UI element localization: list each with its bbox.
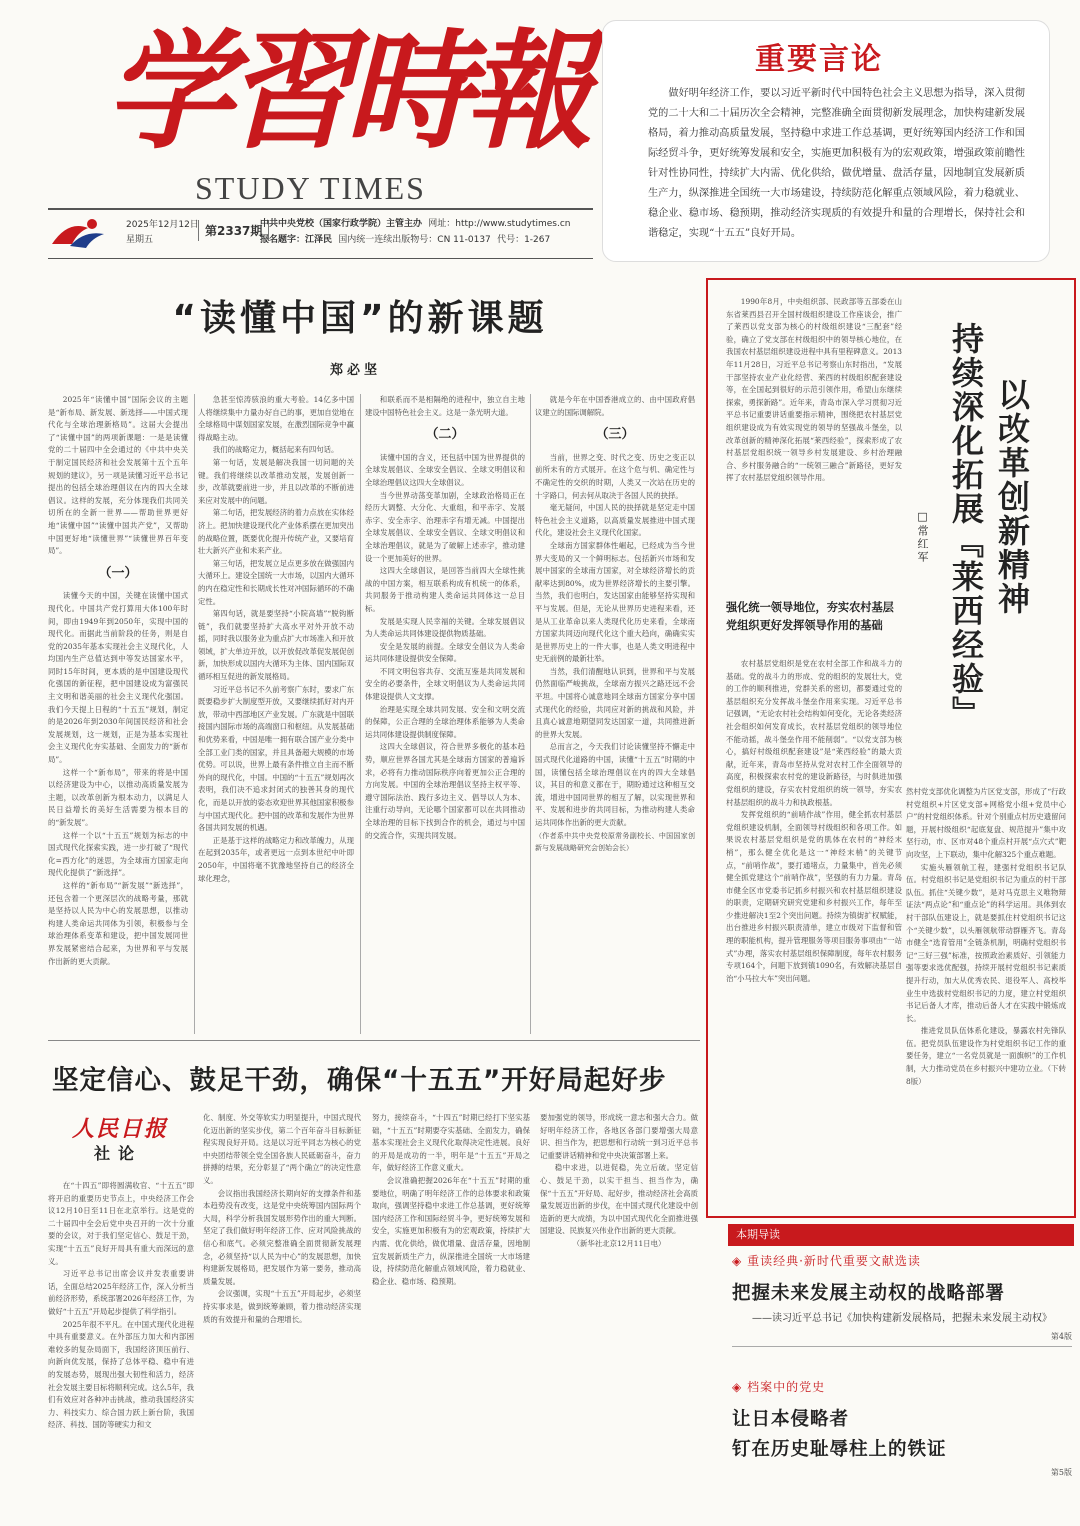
guide-item-title[interactable]: 让日本侵略者 钉在历史耻辱柱上的铁证: [732, 1409, 947, 1460]
guide-item[interactable]: [732, 1378, 1072, 1478]
diamond-icon: ◈: [732, 1380, 743, 1394]
guide-item-title[interactable]: 把握未来发展主动权的战略部署: [732, 1283, 1006, 1304]
masthead-logo: 学習時報: [105, 17, 586, 167]
section-heading: （二）: [425, 427, 465, 443]
feature-column-1: 农村基层党组织是党在农村全部工作和战斗力的基础。党的战斗力的形成、党的组织的发展壮大，党的工作的顺利推进，党群关系的密切，都要通过党的基层组织充分发挥战斗堡垒作用来实现。习近平总书记强调，“无论农村社会结构如何变化，无论各类经济社会组织如何发育成长，农村基层党组织的领导地位不能动摇，战斗堡垒作用不能削弱”。“以党支部为核心，搞好村级组织配套建设”是“莱西经验”的最大贡献，近年来，青岛市坚持从党对农村工作全面领导的高度，积极探索农村党的建设新路径，与时俱进加强党组织的建设，存实农村党组织的统一领导，夯实农村基层组织的战斗力和执政根基。 发挥党组织的“前哨作战”作用，健全抓农村基层党组织建设机制，全面领导村级组织和各项工作。如果说农村基层党组织是党的肌体在农村的“神经末梢”，那么健全优化是这一“神经末梢”的关键节点，“前哨作战”，要打通堵点，力量集中，首先必须健全抓党建这个“前哨作战”，坚强的有力力量。青岛市健全区市党委书记抓乡村振兴和农村基层组织建设的职责，定期研究研究党建和乡村振兴工作，每年至少推进解决1至2个突出问题。持续为镇街扩权赋能，出台推进乡村振兴职责清单，建立市级对下监督和管理的职能机构，提升管理服务等项目服务事项由“一站式”办理，落实农村基层组织保障制度，每年农村服务专项164个，问题下放到镇1090名，有效解决基层自治“小马拉大车”突出问题。: [726, 659, 902, 983]
newspaper-emblem-icon: [48, 214, 108, 252]
guide-item-subtitle: ——读习近平总书记《加快构建新发展格局，把握未来发展主动权》: [752, 1313, 1052, 1324]
lead-article-column-4: 就是今年在中国香港成立的、由中国政府倡议建立的国际调解院。 （三） 当前，世界之变、时代之变、历史之变正以前所未有的方式展开。在这个危与机、确定性与不确定性的交织的时期，人类又一次站在历史的十字路口，何去何从取决于各国人民的抉择。 毫无疑问，中国人民的抉择就是坚定走中国特色社会主义道路，以高质量发展推进中国式现代化，建设社会主义现代化国家。 全球南方国家群体性崛起，已经成为当今世界大变局的又一个鲜明标志。包括新兴市场和发展中国家的全球南方国家，对全球经济增长的贡献率达到80%，成为世界经济增长的主要引擎。当然，我们也明白，发达国家由能够坚持实现和平与发展。但是，无论从世界历史进程来看，还是从工业革命以来人类现代化历史来看，全球南方国家共同迈向现代化这个重大趋向，确确实实是世界历史上的一件大事，也是人类文明进程中史无前例的最新壮举。 当然，我们清醒地认识到，世界和平与发展仍然面临严峻挑战，全球南方振兴之路还远不会平坦。中国将心诚意地同全球南方国家分享中国式现代化的经验，共同应对新的挑战和风险，并且真心诚意地期望同发达国家一道，共同推进新的世界大发展。 总而言之，今天我们讨论读懂坚持不懈走中国式现代化道路的中国，读懂“十五五”时期的中国，读懂包括全球治理倡议在内的四大全球倡议，其目的和意义都在于，期盼通过这种相互交流，增进中国同世界的相互了解，以实现世界和平、发展和进步的共同目标，为推动构建人类命运共同体作出新的更大贡献。 （作者系中共中央党校原常务副校长、中国国家创新与发展战略研究会创始会长）: [535, 395, 695, 853]
issue-number: 第2337期: [198, 220, 269, 241]
guide-item-page: 第4版: [1050, 1332, 1072, 1341]
issue-guide-header: 本期导读: [728, 1224, 1074, 1246]
lead-article-column-2: 急甚至惊涛骇浪的重大考验。14亿多中国人将继续集中力量办好自己的事，更加自觉地在全球格局中谋划国家发展，在激烈国际竞争中赢得战略主动。 我们的战略定力，概括起来有四句话。 第一句话，发展是解决我国一切问题的关键。我们将继续以改革推动发展，发展创新一步，改革就要前进一步，并且以改革的不断前进来应对发展中的问题。 第二句话，把发展经济的着力点放在实体经济上。把加快建设现代化产业体系摆在更加突出的战略位置，既要优化提升传统产业，又要培育壮大新兴产业和未来产业。 第三句话，把发展立足点更多放在做强国内大循环上。建设全国统一大市场，以国内大循环的内在稳定性和长期成长性对冲国际循环的不确定性。 第四句话，就是要坚持“小院高墙”“脱钩断链”，我们就要坚持扩大高水平对外开放不动摇，同时我以服务业为重点扩大市场准入和开放领域，扩大单边开放，以开放促改革促发展促创新，加快形成以国内大循环为主体、国内国际双循环相互促进的新发展格局。 习近平总书记不久前考察广东时，要求广东既要稳步扩大制度型开放，又要继续抓好对内开放，带动中西部地区产业发展。广东就是中国联接国内国际市场的高端窗口和枢纽。从发展基础和优势来看，中国是唯一拥有联合国产业分类中全部工业门类的国家，并且具备超大规模的市场优势。可以说，世界上最有条件推立自主而不断外向的现代化，中国。中国的“十五五”规划再次表明，我们决不追求封闭式的独善其身的现代化，而是以开放的姿态欢迎世界其他国家积极参与中国式现代化。把中国的改革和发展作为世界各国共同发展的机遇。 正是基于这样的战略定力和改革魄力，从现在起到2035年，或者更远一点到本世纪中叶即2050年，中国将毫不犹豫地坚持自己的经济全球化理念，: [198, 395, 354, 883]
issue-info-bar: [48, 208, 593, 259]
feature-subheading: 强化统一领导地位，夯实农村基层党组织更好发挥领导作用的基础: [726, 600, 894, 632]
section-divider: [48, 1040, 700, 1041]
editorial-title: 坚定信心、鼓足干劲，确保“十五五”开好局起好步: [52, 1065, 667, 1096]
guide-item-page: 第5版: [1050, 1468, 1072, 1477]
section-heading: （三）: [595, 427, 635, 443]
editorial-column-1: 在“十四五”即将圆满收官、“十五五”即将开启的重要历史节点上，中央经济工作会议12月10日至11日在北京举行。这是党的二十届四中全会后党中央召开的一次十分重要的会议，对于我们坚定信心、鼓足干劲，实现“十五五”良好开局具有重大而深远的意义。 习近平总书记出席会议并发表重要讲话，全面总结2025年经济工作，深入分析当前经济形势，系统部署2026年经济工作，为做好“十五五”开局起步提供了科学指引。 2025年很不平凡。在中国式现代化进程中具有重要意义。在外部压力加大和内部困难较多的复杂局面下，我国经济顶压前行、向新向优发展，保持了总体平稳、稳中有进的发展态势，展现出强大韧性和活力，经济社会发展主要目标将顺利完成。这么5年，我们有效应对各种冲击挑战，推动我国经济实力、科技实力、综合国力跃上新台阶，我国经济、科技、国防等硬实力和文: [48, 1181, 194, 1430]
important-speech-heading: 重要言论: [755, 42, 883, 77]
lead-article-column-1: 2025年“读懂中国”国际会议的主题是“新布局、新发展、新选择——中国式现代化与全球治理新格局”。这届大会提出了“读懂中国”的两项新课题：一是是读懂党的二十届四中全会通过的《中共中央关于制定国民经济和社会发展第十五个五年规划的建议》，另一项是读懂习近平总书记提出的包括全球治理倡议在内的四大全球倡议。这样的发展，充分体现我们共同关切所在的全新一世界——帮助世界更好地“读懂中国”“读懂中国共产党”，又帮助中国更好地“读懂世界”“读懂世界百年变局”。 （一） 读懂今天的中国，关键在读懂中国式现代化。中国共产党打算用大体100年时间，即由1949年到2050年，实现中国的现代化。而据此当前阶段的任务，则是自党的2035年基本实现社会主义现代化，人均国内生产总值达到中等发达国家水平，同时15年时间，更本质的是中国建设现代化强国的新征程，把中国建设成为富强民主文明和谐美丽的社会主义现代化强国。我们今天提上日程的“十五五”规划，制定的是2026年到2030年间国民经济和社会发展规划，这一规划，正是为基本实现社会主义现代化夯实基础、全面发力的“新布局”。 这样一个“新布局”，带来的将是中国以经济建设为中心，以推动高质量发展为主题，以改革创新为根本动力，以满足人民日益增长的美好生活需要为根本目的的“新发展”。 这样一个以“十五五”规划为标志的中国式现代化探索实践，进一步打破了“现代化=西方化”的迷思，为全球南方国家走向现代化提供了“新选择”。 这样的“新布局”“新发展”“新选择”，还包含着一个更深层次的战略考量，那就是坚持以人民为中心的发展思想，以推动构建人类命运共同体为引领，积极参与全球治理体系变革和建设，把中国发展同世界发展紧密结合起来，为世界和平与发展作出新的更大贡献。: [48, 395, 188, 966]
feature-title-lead: 以改革创新精神: [993, 378, 1031, 616]
feature-column-1-top: 1990年8月，中央组织部、民政部等五部委在山东省莱西县召开全国村级组织建设工作座谈会，推广了莱西以党支部为核心的村级组织建设“三配套”经验，确立了党支部在村级组织中的领导核心地位，在我国农村基层组织建设进程中具有里程碑意义。2013年11月28日，习近平总书记考察山东时指出，“发展干部坚持农业产业化经营、莱西的村级组织配套建设等，在全国起到很好的示范引领作用，希望山东继续探索，勇探新路”。近年来，青岛市深入学习贯彻习近平总书记重要讲话重要指示精神，围绕把农村基层党组织建设成为有效实现党的领导的坚强战斗堡垒，以改革创新的精神深化拓展“莱西经验”，探索形成了农村基层党组织统一领导乡村发展建设、乡村治理融合、乡村服务融合的“一统领三融合”新路径，更好发挥了农村基层党组织领导作用。: [726, 297, 902, 483]
diamond-icon: ◈: [732, 1254, 743, 1268]
important-speech-body: 做好明年经济工作，要以习近平新时代中国特色社会主义思想为指导，深入贯彻党的二十大和二十届历次全会精神，完整准确全面贯彻新发展理念，加快构建新发展格局，着力推动高质量发展，坚持稳中求进工作总基调，更好统筹国内经济工作和国际经贸斗争，更好统筹发展和安全，实施更加积极有为的宏观政策，增强政策前瞻性针对性协同性，持续扩大内需、优化供给，做优增量、盘活存量，因地制宜发展新质生产力，纵深推进全国统一大市场建设，持续防范化解重点领域风险，着力稳就业、稳企业、稳市场、稳预期，推动经济实现质的有效提升和量的合理增长，保持社会和谐稳定，实现“十五五”良好开局。: [648, 88, 1025, 239]
guide-item[interactable]: [732, 1252, 1072, 1347]
publisher-info: 中共中央党校（国家行政学院）主管主办 网址：http://www.studytimes.cn 报名题字：江泽民 国内统一连续出版物号：CN 11-0137 代号：1-267: [260, 219, 571, 245]
editorial-column-2: 化、制度、外交等软实力明显提升，中国式现代化迈出新的坚实步伐，第二个百年奋斗目标新征程实现良好开局。这是以习近平同志为核心的党中央团结带领全党全国各族人民砥砺奋斗，奋力拼搏的结果，充分彰显了“两个确立”的决定性意义。 会议指出我国经济长期向好的支撑条件和基本趋势没有改变，这是党中央统筹国内国际两个大局，科学分析我国发展形势作出的重大判断。坚定了我们做好明年经济工作、应对风险挑战的信心和底气。必须完整准确全面贯彻新发展理念，必须坚持“以人民为中心”的发展思想，加快构建新发展格局，把发展作为第一要务，推动高质量发展。 会议强调，实现“十五五”开局起步，必须坚持实事求是，做到统筹兼顾，着力推动经济实现质的有效提升和量的合理增长。: [203, 1113, 361, 1324]
feature-title-main: 持续深化拓展『莱西经验』: [947, 322, 985, 730]
editorial-label: 社论: [94, 1144, 143, 1163]
section-heading: （一）: [98, 565, 138, 581]
feature-author: □常红军: [916, 510, 929, 564]
peoples-daily-logo: 人民日报: [72, 1116, 169, 1142]
masthead-english: STUDY TIMES: [195, 170, 426, 206]
guide-section-label: ◈ 档案中的党史: [732, 1380, 826, 1394]
lead-article-column-3: 和联系而不是相隔绝的进程中，独立自主地建设中国特色社会主义。这是一条光明大道。 （二） 读懂中国的含义，还包括中国为世界提供的全球发展倡议、全球安全倡议、全球文明倡议和全球治理倡议这四大全球倡议。 当今世界动荡变革加剧，全球政治格局正在经历大调整、大分化、大重组，和平赤字、发展赤字、安全赤字、治理赤字有增无减。中国提出全球发展倡议、全球安全倡议、全球文明倡议和全球治理倡议，就是为了破解上述赤字，推动建设一个更加美好的世界。 这四大全球倡议，是回答当前四大全球性挑战的中国方案，相互联系构成有机统一的体系，共同服务于推动构建人类命运共同体这一总目标。 发展是实现人民幸福的关键。全球发展倡议为人类命运共同体建设提供物质基础。 安全是发展的前提。全球安全倡议为人类命运共同体建设提供安全保障。 不同文明包容共存、交流互鉴是共同发展和安全的必要条件，全球文明倡议为人类命运共同体建设提供人文支撑。 治理是实现全球共同发展、安全和文明交流的保障，公正合理的全球治理体系能够为人类命运共同体建设提供制度保障。 这四大全球倡议，符合世界多极化的基本趋势，顺应世界各国尤其是全球南方国家的普遍诉求，必将有力推动国际秩序向着更加公正合理的方向发展。中国的全球治理倡议坚持主权平等、遵守国际法治、践行多边主义、倡导以人为本、注重行动导向，无论哪个国家都可以在共同推动全球治理的目标下找到合作的机会，通过与中国的交流合作，实现共同发展。: [365, 395, 525, 840]
editorial-column-4: 要加强党的领导，形成统一意志和强大合力。做好明年经济工作，各地区各部门要增强大局意识、担当作为，把思想和行动统一到习近平总书记重要讲话精神和党中央决策部署上来。 稳中求进，以进促稳，先立后破。坚定信心、鼓足干劲，以实干担当、担当作为，确保“十五五”开好局、起好步，推动经济社会高质量发展迈出新的步伐，在中国式现代化建设中创造新的更大成绩，为以中国式现代化全面推进强国建设、民族复兴伟业作出新的更大贡献。 （新华社北京12月11日电）: [540, 1113, 698, 1248]
lead-article-author: 郑必坚: [330, 363, 382, 378]
lead-article-title: “读懂中国”的新课题: [172, 298, 548, 339]
editorial-column-3: 努力，接续奋斗，“十四五”时期已经打下坚实基础，“十五五”时期要夺实基础、全面发力，确保基本实现社会主义现代化取得决定性进展。良好的开局是成功的一半，明年是“十五五”开局之年，做好经济工作意义重大。 会议准确把握2026年在“十五五”时期的重要地位，明确了明年经济工作的总体要求和政策取向，强调坚持稳中求进工作总基调，更好统筹国内经济工作和国际经贸斗争，更好统筹发展和安全，实施更加积极有为的宏观政策，持续扩大内需、优化供给，做优增量、盘活存量，因地制宜发展新质生产力，纵深推进全国统一大市场建设，持续防范化解重点领域风险，着力稳就业、稳企业、稳市场、稳预期。: [372, 1113, 530, 1286]
issue-date: 2025年12月12日 星期五: [126, 220, 199, 245]
feature-column-2: 然村党支部优化调整为片区党支部，形成了“行政村党组织+片区党支部+网格党小组+党员中心户”的村党组织体系。针对个别重点村历史遗留问题，开展村级组织“起底复盘、规范提升”集中攻坚行动，市、区市对48个重点村开展“点穴式”靶向攻坚，上下联动，集中化解325个重点难题。 实施头雁领航工程，建强村党组织书记队伍。村党组织书记是党组织书记为重点的村干部队伍。抓住“关键少数”，是对马克思主义唯物辩证法“两点论”和“重点论”的科学运用。具体到农村干部队伍建设上，就是要抓住村党组织书记这个“关键少数”，以头雁领航带动群雁齐飞。青岛市健全“选育管用”全链条机制，明确村党组织书记“三好三强”标准，按照政治素质好、引领能力强等要求选优配强，持续开展村党组织书记素质提升行动，加大从优秀农民、退役军人、高校毕业生中选拔村党组织书记的力度，建立村党组织书记后备人才库，推动后备人才在实践中锻炼成长。 推进党员队伍体系化建设，暴露农村先锋队伍。把党员队伍建设作为村党组织书记工作的重要任务，建立“一名党员就是一面旗帜”的工作机制，大力推动党员在乡村振兴中建功立业。（下转8版）: [906, 787, 1066, 1086]
guide-section-label: ◈ 重读经典·新时代重要文献选读: [732, 1254, 921, 1268]
